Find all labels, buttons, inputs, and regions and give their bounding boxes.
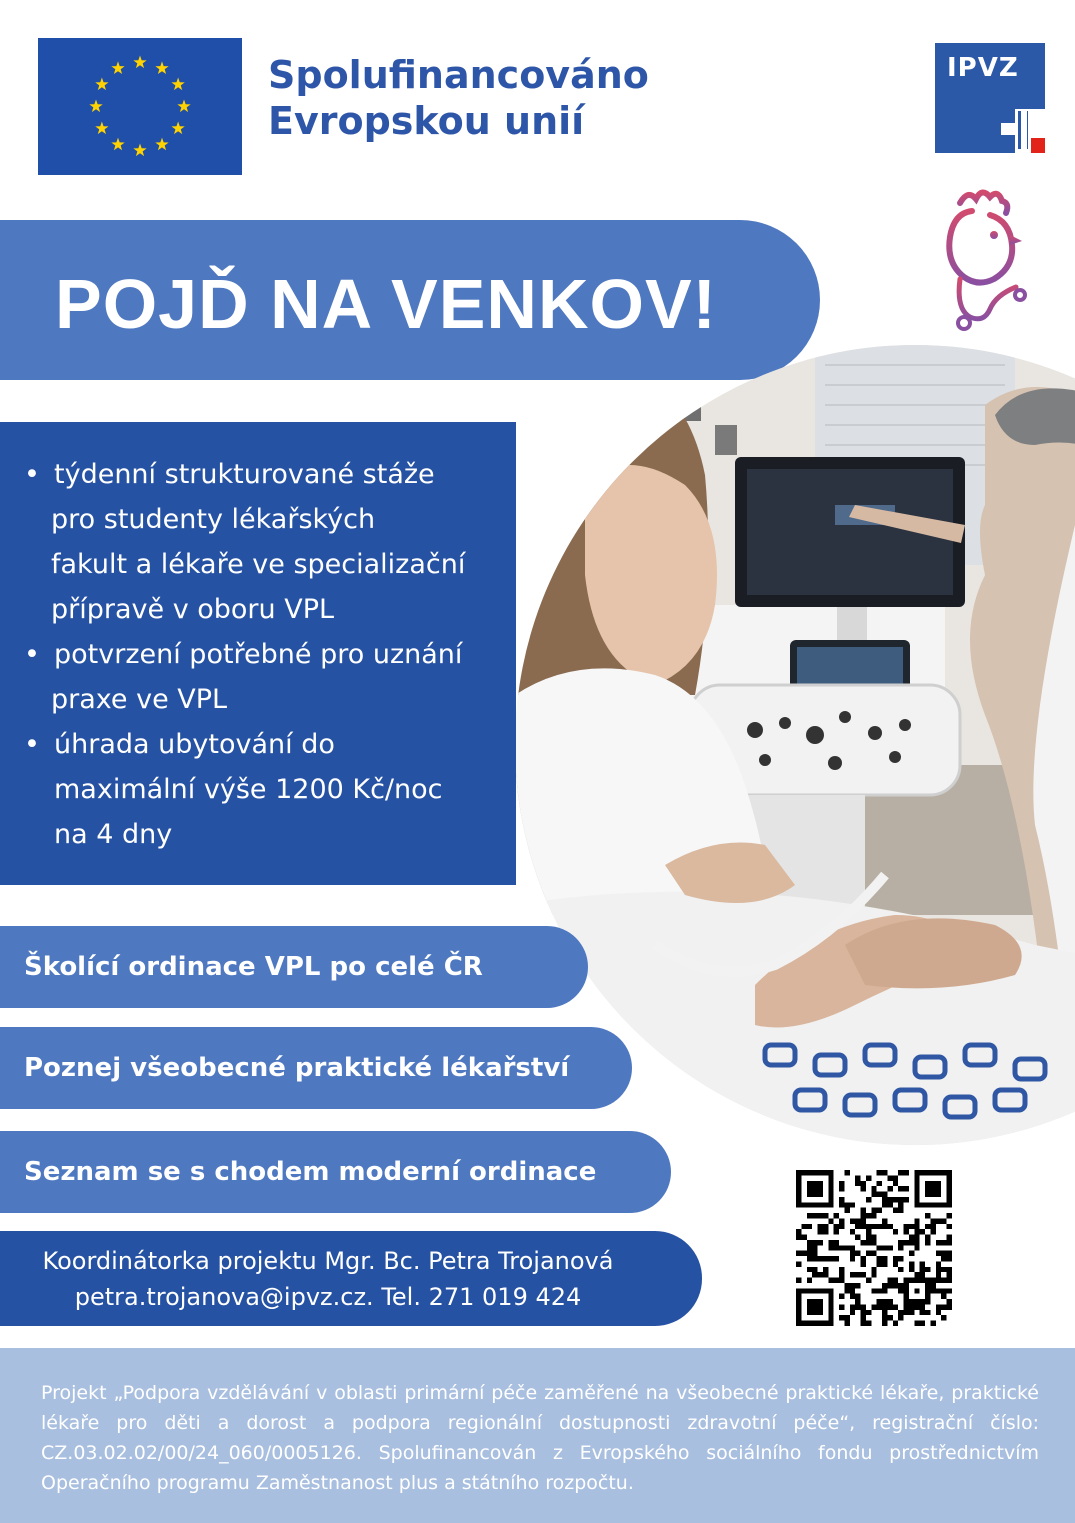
eu-star-icon <box>95 78 108 91</box>
page-title: POJĎ NA VENKOV! <box>55 265 717 343</box>
benefit-text: fakult a lékaře ve specializační <box>51 549 466 580</box>
qr-code-icon[interactable] <box>796 1170 952 1326</box>
eu-star-icon <box>171 78 184 91</box>
bullet-icon: • <box>24 459 40 490</box>
eu-cofinance-text <box>268 52 649 144</box>
eu-text-line2: Evropskou unií <box>268 99 585 143</box>
benefit-text: maximální výše 1200 Kč/noc <box>54 774 443 805</box>
ipvz-logo <box>935 43 1045 153</box>
contact-box <box>0 1231 702 1326</box>
benefit-text: praxe ve VPL <box>51 684 228 715</box>
rooster-stethoscope-icon <box>930 183 1035 333</box>
eu-flag-icon <box>38 38 242 175</box>
eu-text-line1: Spolufinancováno <box>268 53 649 97</box>
eu-star-icon <box>133 144 146 157</box>
eu-star-icon <box>95 122 108 135</box>
project-description: Projekt „Podpora vzdělávání v oblasti primární péče zaměřené na všeobecné praktické lékaře, praktické lékaře pro děti a dorost a podpora regionální dostupnosti zdravotní péče“, registrační číslo: CZ.03.02.02/00/24_060/0005126. Spolufinancován z Evropského sociálního fondu prostřednictvím Operačního programu Zaměstnanost plus a státního rozpočtu. <box>41 1382 1039 1494</box>
eu-star-icon <box>155 61 168 74</box>
benefit-text: pro studenty lékařských <box>51 504 376 535</box>
bullet-icon: • <box>24 729 40 760</box>
benefit-text: potvrzení potřebné pro uznání <box>54 639 463 670</box>
benefit-text: úhrada ubytování do <box>54 729 335 760</box>
clinic-photo <box>515 345 1075 1145</box>
eu-star-icon <box>111 138 124 151</box>
benefits-list <box>24 452 504 857</box>
benefit-text: týdenní strukturované stáže <box>54 459 435 490</box>
highlight-text: Poznej všeobecné praktické lékařství <box>24 1053 570 1083</box>
highlight-general-practice <box>0 1027 632 1109</box>
eu-star-icon <box>171 122 184 135</box>
contact-email-phone: petra.trojanova@ipvz.cz. Tel. 271 019 424 <box>74 1283 582 1311</box>
benefit-text: na 4 dny <box>54 819 173 850</box>
coordinator-name: Koordinátorka projektu Mgr. Bc. Petra Trojanová <box>42 1247 614 1275</box>
list-item <box>24 632 504 722</box>
eu-star-icon <box>155 138 168 151</box>
highlight-training-clinics <box>0 926 588 1008</box>
cross-icon <box>935 43 1045 153</box>
highlight-modern-clinic <box>0 1131 671 1213</box>
highlight-text: Seznam se s chodem moderní ordinace <box>24 1157 597 1187</box>
eu-star-icon <box>111 61 124 74</box>
benefit-text: přípravě v oboru VPL <box>51 594 335 625</box>
eu-star-icon <box>133 56 146 69</box>
ipvz-logo-text: IPVZ <box>947 53 1019 83</box>
project-footer <box>0 1348 1075 1523</box>
eu-star-icon <box>89 100 102 113</box>
list-item <box>24 452 504 632</box>
benefits-box <box>0 422 516 885</box>
bullet-icon: • <box>24 639 40 670</box>
eu-star-icon <box>177 100 190 113</box>
highlight-text: Školící ordinace VPL po celé ČR <box>24 952 483 982</box>
title-banner <box>0 220 820 380</box>
list-item <box>24 722 504 857</box>
